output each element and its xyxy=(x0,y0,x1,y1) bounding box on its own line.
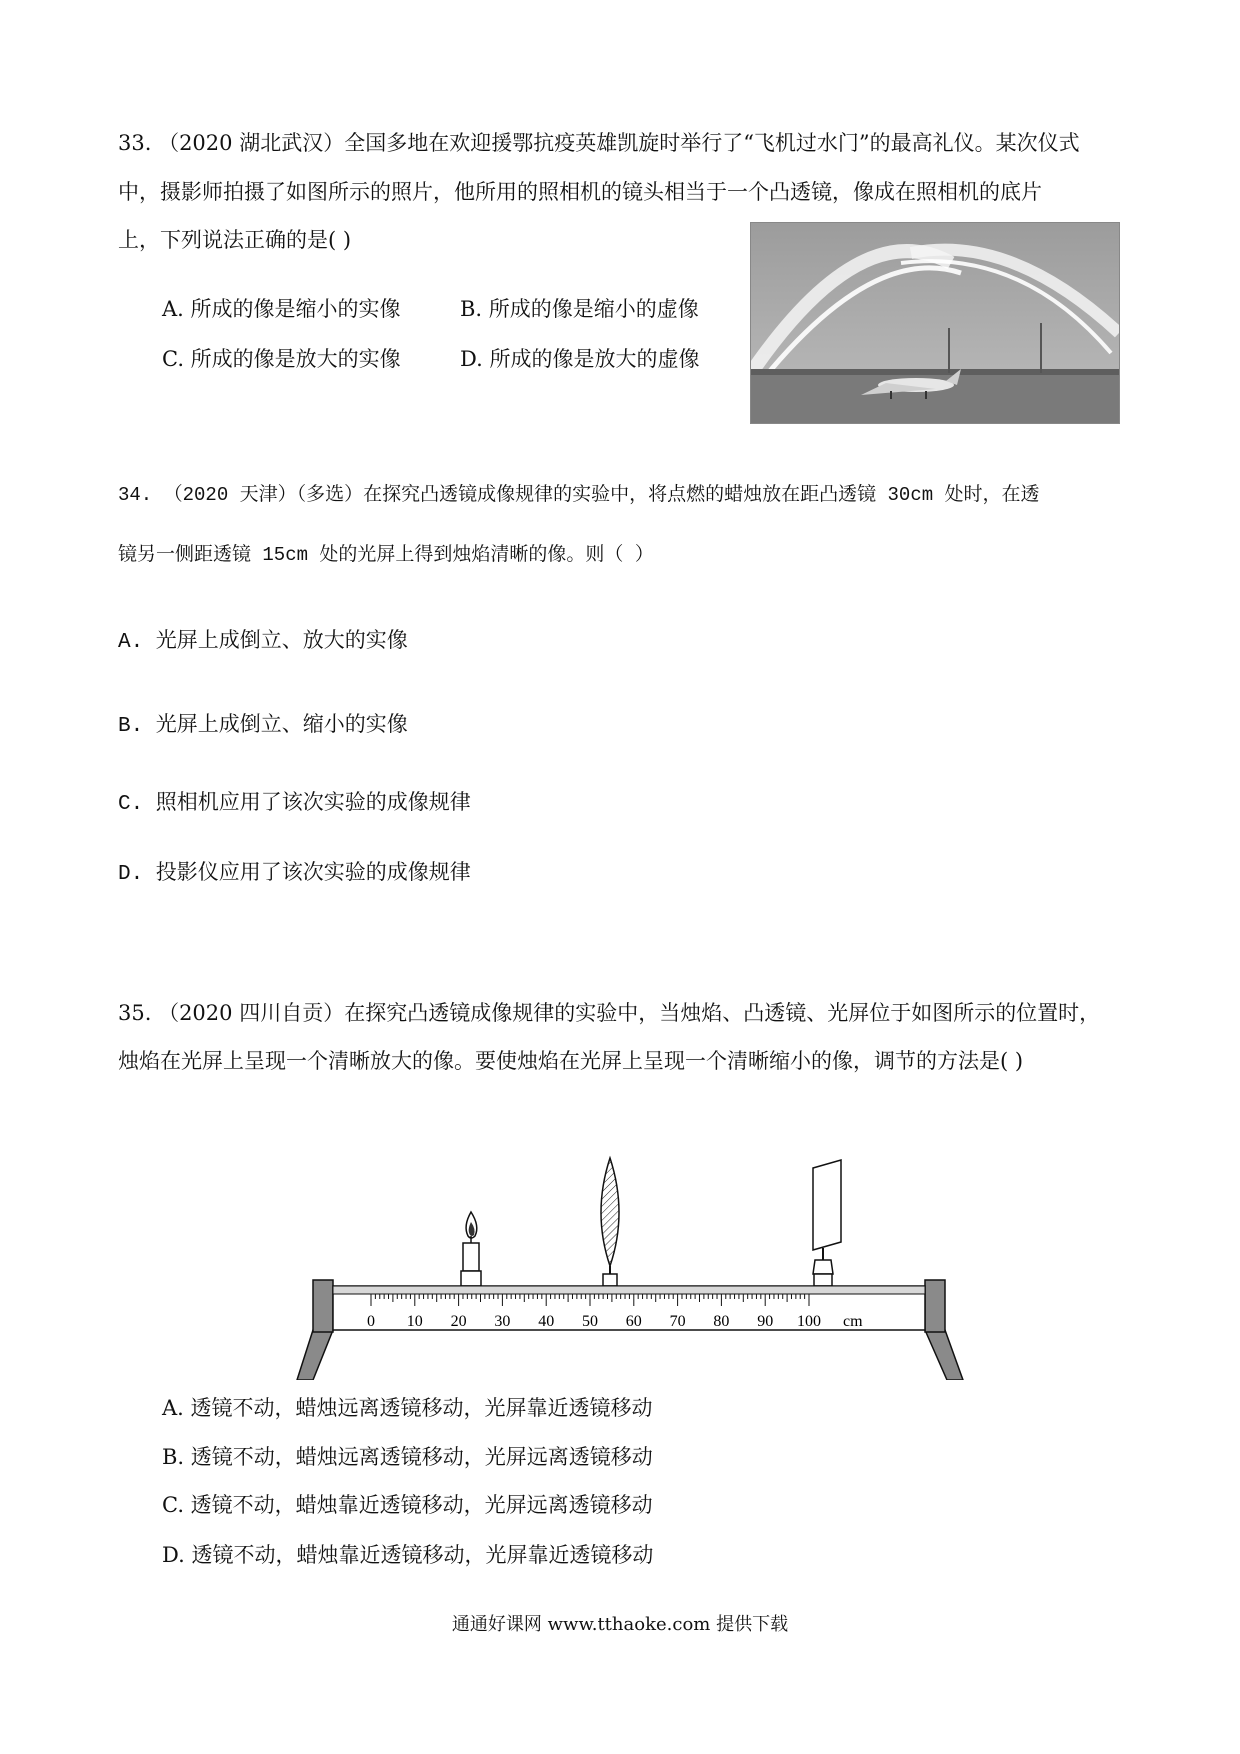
q33-line-2: 中，摄影师拍摄了如图所示的照片，他所用的照相机的镜头相当于一个凸透镜，像成在照相机的底片 xyxy=(118,180,1042,204)
optical-bench-diagram xyxy=(285,1148,965,1380)
photo-illustration xyxy=(751,223,1119,423)
q35-option-b: B. 透镜不动，蜡烛远离透镜移动，光屏远离透镜移动 xyxy=(162,1445,653,1469)
ruler-label: 90 xyxy=(757,1313,774,1330)
ruler-label: 20 xyxy=(450,1313,467,1330)
q34-option-b: B. 光屏上成倒立、缩小的实像 xyxy=(118,715,408,738)
bench-leg-left xyxy=(297,1330,333,1380)
ruler-label: 60 xyxy=(625,1313,642,1330)
q34-option-a: A. 光屏上成倒立、放大的实像 xyxy=(118,631,408,654)
page-footer: 通通好课网 www.tthaoke.com 提供下载 xyxy=(451,1614,789,1635)
q35-option-a: A. 透镜不动，蜡烛远离透镜移动，光屏靠近透镜移动 xyxy=(162,1396,653,1420)
q33-line-1: 33. （2020 湖北武汉）全国多地在欢迎援鄂抗疫英雄凯旋时举行了“飞机过水门”的最高礼仪。某次仪式 xyxy=(118,131,1080,155)
ruler-unit: cm xyxy=(843,1313,863,1330)
candle xyxy=(461,1212,481,1286)
bench-leg-right xyxy=(925,1330,963,1380)
q35-line-2: 烛焰在光屏上呈现一个清晰放大的像。要使烛焰在光屏上呈现一个清晰缩小的像，调节的方法是( ) xyxy=(118,1049,1024,1073)
q35-option-d: D. 透镜不动，蜡烛靠近透镜移动，光屏靠近透镜移动 xyxy=(162,1543,654,1567)
q35-option-c: C. 透镜不动，蜡烛靠近透镜移动，光屏远离透镜移动 xyxy=(162,1493,653,1517)
q34-line-1: 34. （2020 天津）（多选）在探究凸透镜成像规律的实验中，将点燃的蜡烛放在距凸透镜 30cm 处时，在透 xyxy=(118,484,1040,506)
ruler-label: 30 xyxy=(494,1313,511,1330)
ruler-label: 0 xyxy=(367,1313,375,1330)
q34-line-2: 镜另一侧距透镜 15cm 处的光屏上得到烛焰清晰的像。则（ ） xyxy=(118,544,654,566)
ruler-label: 100 xyxy=(797,1313,821,1330)
convex-lens xyxy=(601,1158,619,1286)
q33-line-3: 上，下列说法正确的是( ) xyxy=(118,228,352,252)
bench-end-left xyxy=(313,1280,333,1332)
ruler-label: 50 xyxy=(582,1313,598,1330)
q33-option-c: C. 所成的像是放大的实像 xyxy=(162,347,401,371)
q33-option-a: A. 所成的像是缩小的实像 xyxy=(162,297,401,321)
light-screen xyxy=(813,1160,841,1286)
bench-end-right xyxy=(925,1280,945,1332)
q33-option-b: B. 所成的像是缩小的虚像 xyxy=(460,297,699,321)
q34-option-d: D. 投影仪应用了该次实验的成像规律 xyxy=(118,863,471,886)
ruler-label: 70 xyxy=(669,1313,686,1330)
airplane-water-gate-photo xyxy=(750,222,1120,424)
ruler-label: 40 xyxy=(538,1313,555,1330)
ruler-label: 10 xyxy=(406,1313,423,1330)
q33-option-d: D. 所成的像是放大的虚像 xyxy=(460,347,700,371)
q34-option-c: C. 照相机应用了该次实验的成像规律 xyxy=(118,793,471,816)
ruler-label: 80 xyxy=(713,1313,730,1330)
q35-line-1: 35. （2020 四川自贡）在探究凸透镜成像规律的实验中，当烛焰、凸透镜、光屏位于如图所示的位置时， xyxy=(118,1001,1101,1025)
